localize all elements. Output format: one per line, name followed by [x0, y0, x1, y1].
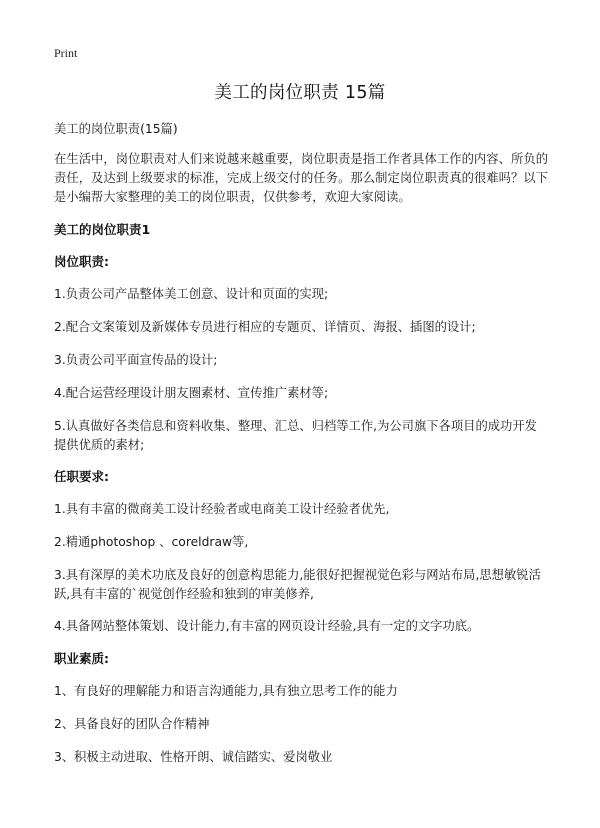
- quality-item: 2、具备良好的团队合作精神: [54, 717, 210, 731]
- qualities-heading: 职业素质:: [54, 651, 109, 666]
- duty-item: 4.配合运营经理设计朋友圈素材、宣传推广素材等;: [54, 386, 329, 400]
- quality-item: 3、积极主动进取、性格开朗、诚信踏实、爱岗敬业: [54, 750, 333, 764]
- requirement-item: 3.具有深厚的美术功底及良好的创意构思能力,能很好把握视觉色彩与网站布局,思想敏锐活跃,具有丰富的`视觉创作经验和独到的审美修养,: [54, 568, 541, 601]
- requirement-item: 2.精通photoshop 、coreldraw等,: [54, 535, 249, 549]
- duty-item: 1.负责公司产品整体美工创意、设计和页面的实现;: [54, 287, 329, 301]
- document-subtitle: 美工的岗位职责(15篇): [54, 122, 178, 136]
- requirements-heading: 任职要求:: [54, 469, 109, 484]
- section-heading-1: 美工的岗位职责1: [54, 222, 151, 237]
- duty-item: 2.配合文案策划及新媒体专员进行相应的专题页、详情页、海报、插图的设计;: [54, 320, 476, 334]
- duty-item: 5.认真做好各类信息和资料收集、整理、汇总、归档等工作,为公司旗下各项目的成功开发提供优质的素材;: [54, 419, 537, 452]
- requirement-item: 1.具有丰富的微商美工设计经验者或电商美工设计经验者优先,: [54, 502, 390, 516]
- document-title: 美工的岗位职责 15篇: [214, 83, 386, 103]
- intro-paragraph: 在生活中，岗位职责对人们来说越来越重要，岗位职责是指工作者具体工作的内容、所负的责任，及达到上级要求的标准，完成上级交付的任务。那么制定岗位职责真的很难吗？以下是小编帮大家整理的美工的岗位职责，仅供参考，欢迎大家阅读。: [54, 152, 548, 204]
- duty-item: 3.负责公司平面宣传品的设计;: [54, 353, 218, 367]
- print-label: Print: [54, 46, 78, 60]
- document-body: [54, 121, 548, 781]
- quality-item: 1、有良好的理解能力和语言沟通能力,具有独立思考工作的能力: [54, 684, 398, 698]
- requirement-item: 4.具备网站整体策划、设计能力,有丰富的网页设计经验,具有一定的文字功底。: [54, 619, 480, 633]
- duties-heading: 岗位职责:: [54, 254, 109, 269]
